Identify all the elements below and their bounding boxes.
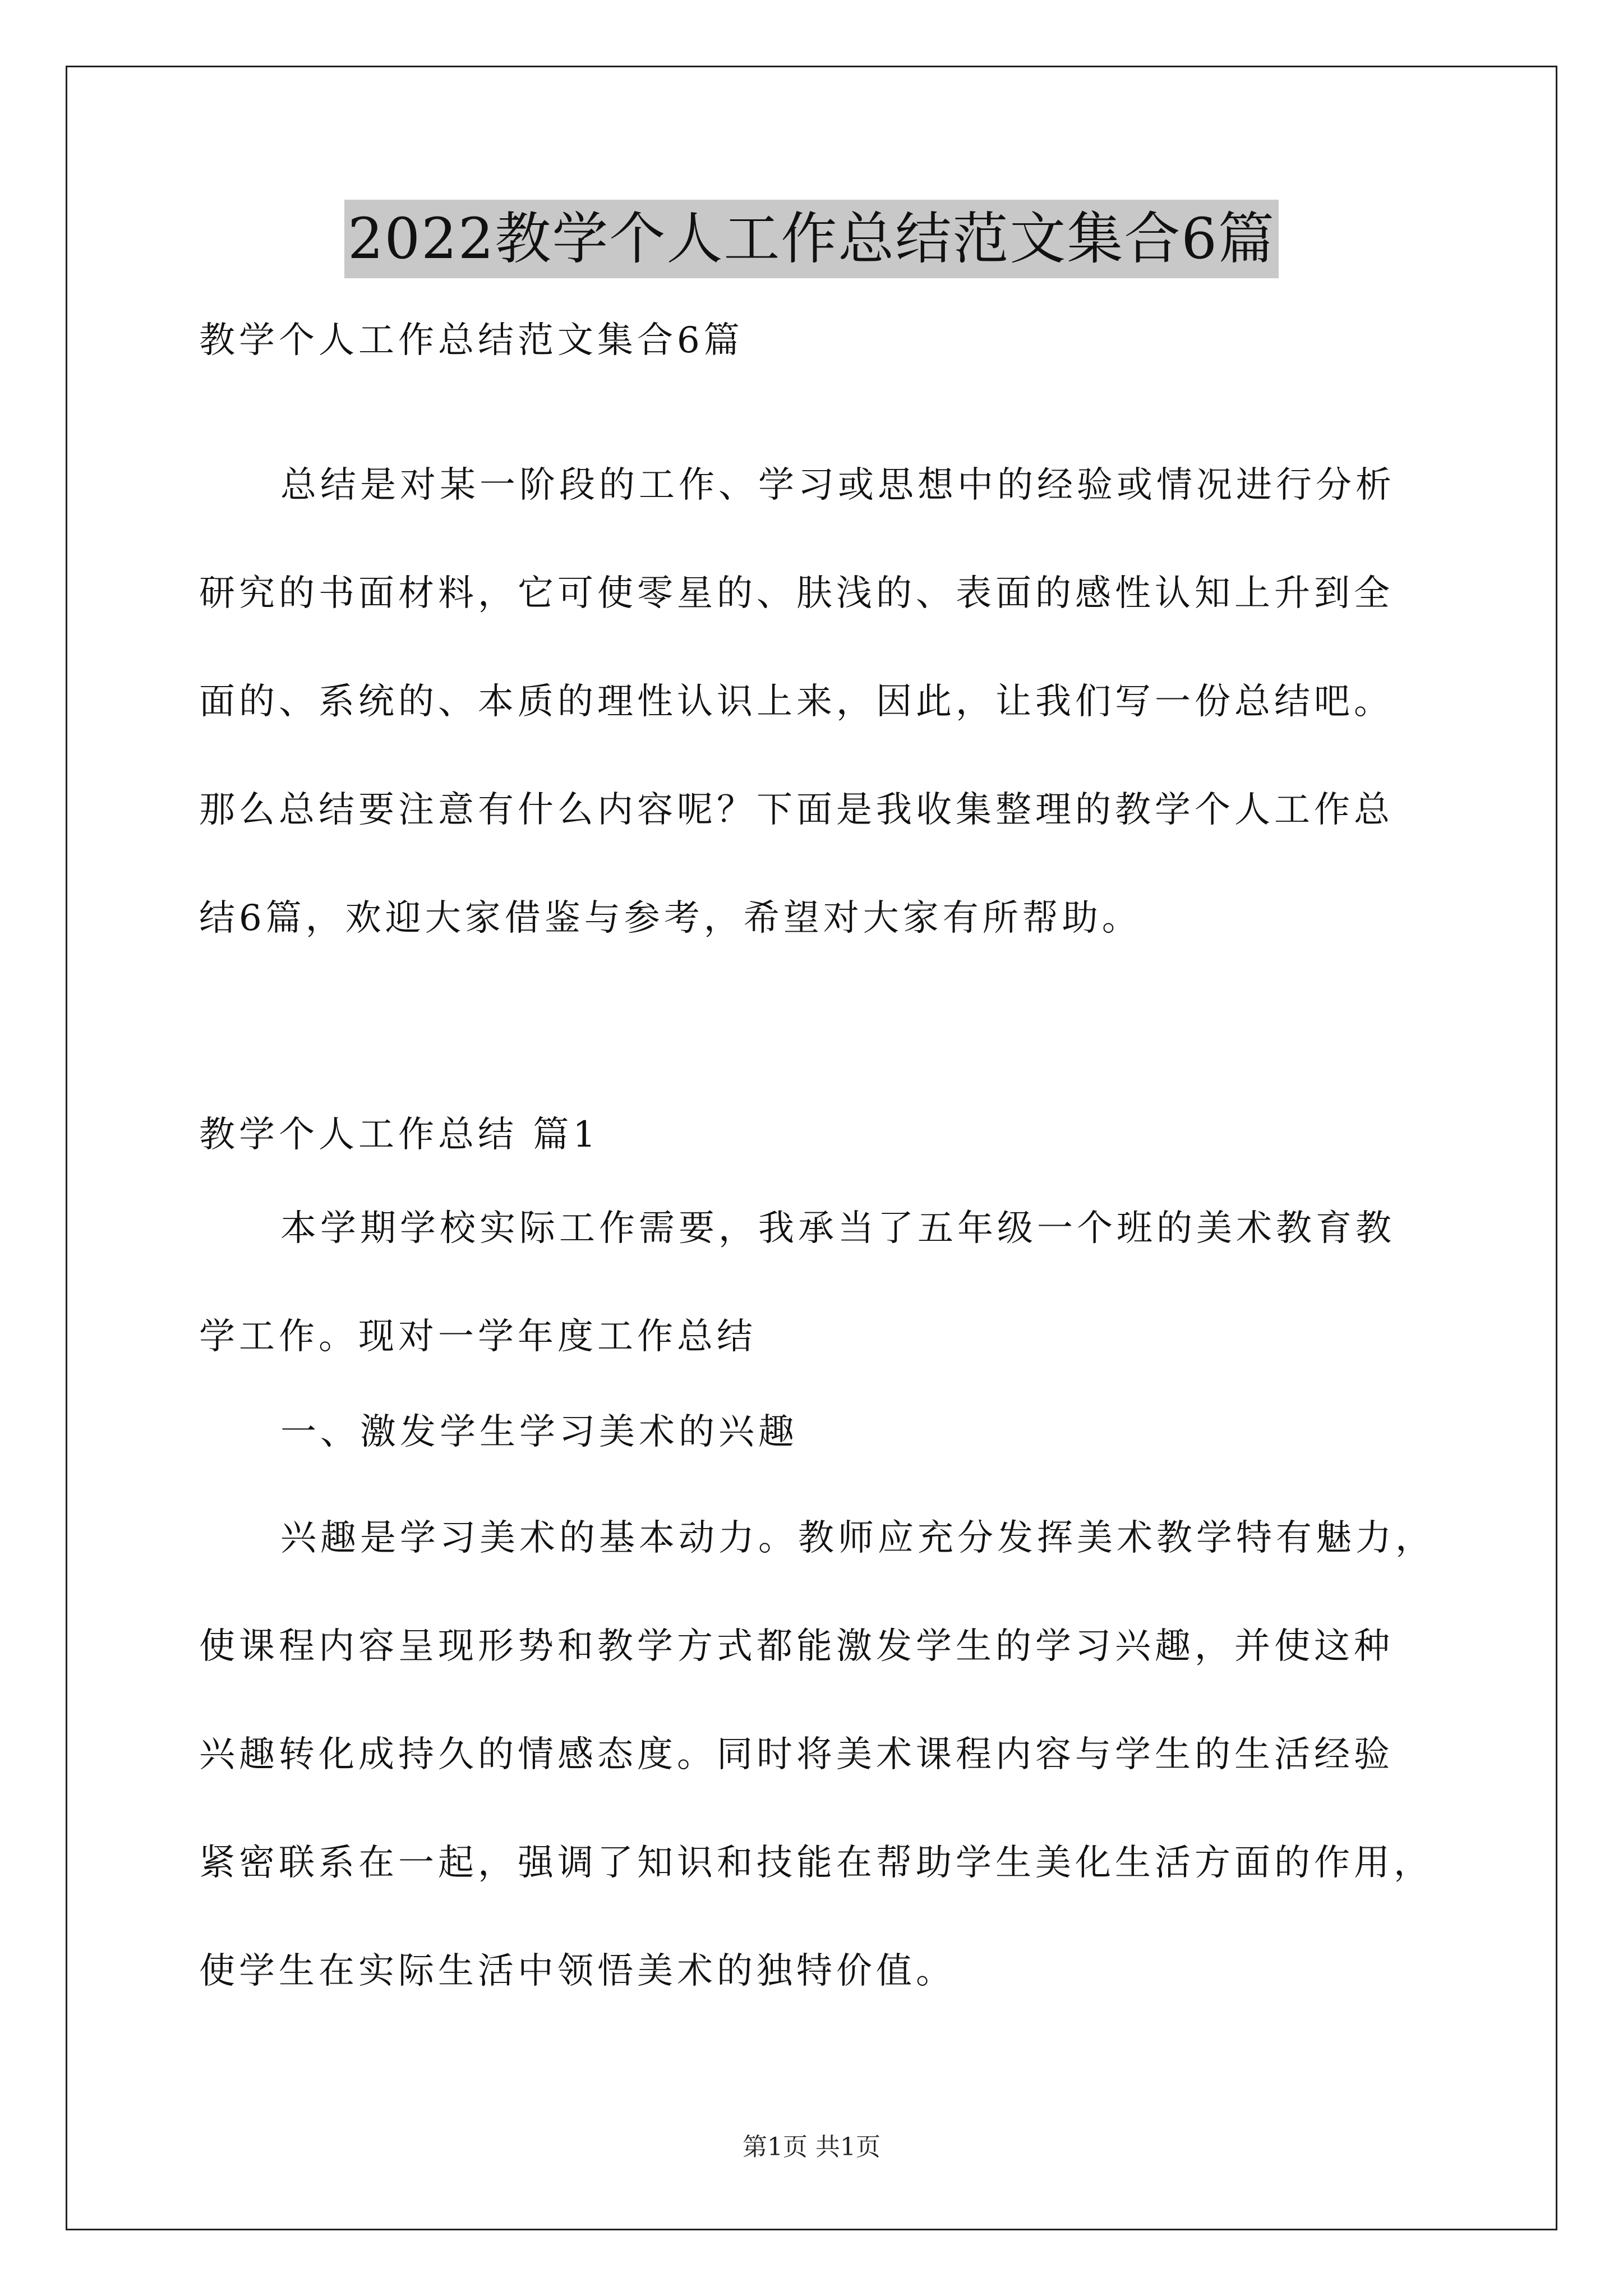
- section-intro-line: 本学期学校实际工作需要，我承当了五年级一个班的美术教育教: [280, 1208, 1395, 1249]
- intro-line: 结6篇，欢迎大家借鉴与参考，希望对大家有所帮助。: [199, 898, 1142, 939]
- intro-line: 面的、系统的、本质的理性认识上来，因此，让我们写一份总结吧。: [199, 681, 1394, 723]
- document-title-text: 2022教学个人工作总结范文集合6篇: [344, 200, 1279, 278]
- intro-line: 总结是对某一阶段的工作、学习或思想中的经验或情况进行分析: [280, 464, 1395, 506]
- section-intro-line: 学工作。现对一学年度工作总结: [199, 1316, 757, 1358]
- intro-line: 那么总结要注意有什么内容呢？下面是我收集整理的教学个人工作总: [199, 789, 1394, 831]
- subheading: 一、激发学生学习美术的兴趣: [280, 1411, 798, 1453]
- body-line: 紧密联系在一起，强调了知识和技能在帮助学生美化生活方面的作用，: [199, 1842, 1433, 1884]
- document-title: [0, 200, 1623, 278]
- page-footer: 第1页 共1页: [743, 2133, 880, 2161]
- body-line: 使学生在实际生活中领悟美术的独特价值。: [199, 1950, 956, 1992]
- body-line: 兴趣转化成持久的情感态度。同时将美术课程内容与学生的生活经验: [199, 1734, 1394, 1775]
- document-subtitle: 教学个人工作总结范文集合6篇: [199, 320, 744, 361]
- body-line: 兴趣是学习美术的基本动力。教师应充分发挥美术教学特有魅力，: [280, 1517, 1435, 1559]
- intro-line: 研究的书面材料，它可使零星的、肤浅的、表面的感性认知上升到全: [199, 573, 1394, 614]
- section-heading: 教学个人工作总结 篇1: [199, 1114, 600, 1156]
- body-line: 使课程内容呈现形势和教学方式都能激发学生的学习兴趣，并使这种: [199, 1626, 1394, 1667]
